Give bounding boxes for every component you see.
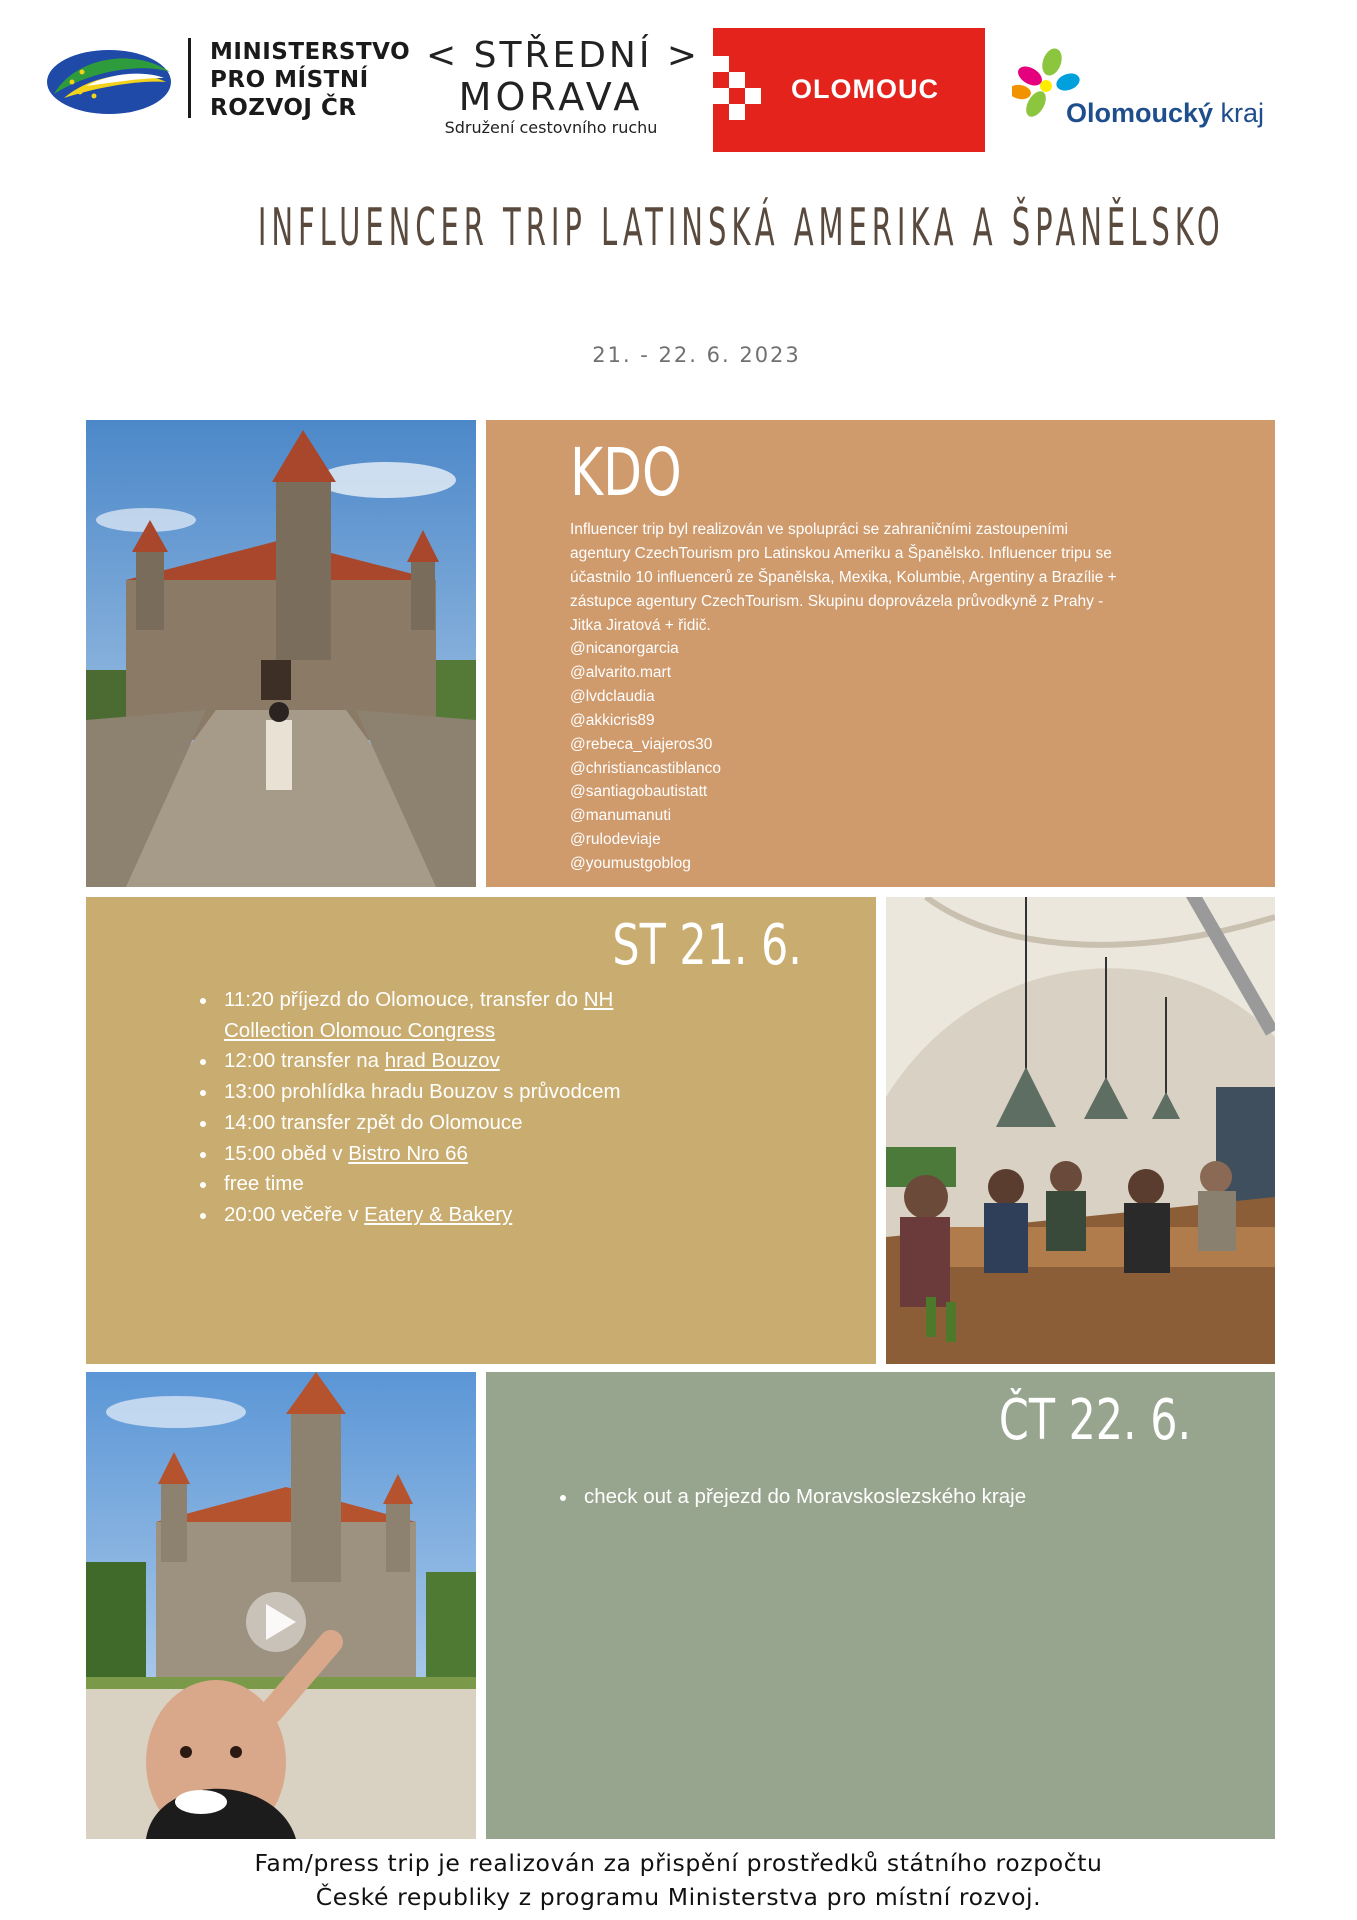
influencer-handle: @rebeca_viajeros30 — [570, 735, 713, 753]
mmr-line-2: PRO MÍSTNÍ — [210, 67, 369, 93]
mmr-logo — [46, 38, 411, 121]
day2-panel — [486, 1372, 1275, 1839]
checkerboard-icon — [713, 56, 765, 120]
influencer-handle: @lvdclaudia — [570, 687, 655, 705]
restaurant-photo-image — [886, 897, 1275, 1364]
olomoucky-kraj-text — [1066, 98, 1264, 129]
schedule-text: 14:00 transfer zpět do Olomouce — [224, 1110, 523, 1134]
day2-heading: ČT 22. 6. — [998, 1388, 1191, 1453]
castle-photo-2-image — [86, 1372, 476, 1839]
olomoucky-kraj-logo — [1012, 48, 1272, 138]
influencer-handle: @youmustgoblog — [570, 855, 691, 873]
influencer-handle: @santiagobautistatt — [570, 783, 708, 801]
sm-line-2: MORAVA — [458, 75, 644, 119]
influencer-handle: @nicanorgarcia — [570, 640, 679, 657]
day1-schedule — [224, 985, 694, 1231]
influencer-handle: @akkicris89 — [570, 711, 655, 729]
schedule-item — [224, 1169, 694, 1200]
olomouc-logo — [713, 28, 985, 152]
castle-photo-2 — [86, 1372, 476, 1839]
schedule-text: 15:00 oběd v — [224, 1141, 349, 1165]
schedule-item — [224, 1077, 694, 1108]
schedule-item — [224, 985, 694, 1046]
day1-panel — [86, 897, 876, 1364]
schedule-text: 12:00 transfer na — [224, 1049, 385, 1073]
influencer-handle: @alvarito.mart — [570, 663, 672, 681]
page-title: INFLUENCER TRIP LATINSKÁ AMERIKA A ŠPANĚLSKO — [257, 198, 1225, 258]
nh-collection-link[interactable]: NH Collection Olomouc Congress — [224, 988, 614, 1042]
hrad-bouzov-link[interactable]: hrad Bouzov — [384, 1049, 500, 1073]
mmr-text — [210, 38, 410, 122]
influencer-handle: @christiancastiblanco — [570, 759, 721, 777]
mmr-emblem-icon — [46, 42, 172, 116]
footer-line-1: Fam/press trip je realizován za přispění prostředků státního rozpočtu — [254, 1849, 1103, 1877]
day1-heading: ST 21. 6. — [612, 913, 802, 978]
eatery-bakery-link[interactable]: Eatery & Bakery — [364, 1202, 513, 1226]
schedule-text: 13:00 prohlídka hradu Bouzov s průvodcem — [224, 1080, 621, 1104]
logo-row — [0, 0, 1357, 160]
schedule-item — [584, 1482, 1026, 1513]
mmr-line-3: ROZVOJ ČR — [210, 95, 357, 121]
logo-divider — [188, 38, 191, 118]
trip-date: 21. - 22. 6. 2023 — [592, 343, 801, 367]
schedule-item — [224, 1200, 694, 1231]
schedule-item — [224, 1108, 694, 1139]
schedule-text: 11:20 příjezd do Olomouce, transfer do — [224, 988, 584, 1011]
castle-photo-1 — [86, 420, 476, 887]
schedule-item — [224, 1046, 694, 1077]
olomouc-text: OLOMOUC — [791, 74, 939, 104]
influencer-handle: @rulodeviaje — [570, 831, 661, 849]
influencer-handle: @manumanuti — [570, 807, 672, 825]
castle-photo-1-image — [86, 420, 476, 887]
schedule-text: 20:00 večeře v — [224, 1202, 365, 1226]
schedule-item — [224, 1139, 694, 1170]
day2-schedule — [584, 1482, 1026, 1513]
schedule-text: free time — [224, 1172, 304, 1196]
bistro-nro-66-link[interactable]: Bistro Nro 66 — [348, 1141, 468, 1165]
influencer-list — [570, 637, 721, 876]
kdo-panel — [486, 420, 1275, 887]
sm-subtitle: Sdružení cestovního ruchu — [444, 118, 658, 137]
kdo-description: Influencer trip byl realizován ve spolupráci se zahraničními zastoupeními agentury CzechTourism pro Latinskou Ameriku a Španělsko. Influencer tripu se účastnilo 10 influencerů ze Španělska, Mexika, Kolumbie, Argentiny a Brazílie + zástupce agentury CzechTourism. Skupinu doprovázela průvodkyně z Prahy - Jitka Jiratová + řidič. — [570, 521, 1117, 634]
footer-line-2: České republiky z programu Ministerstva pro místní rozvoj. — [315, 1883, 1042, 1911]
mmr-line-1: MINISTERSTVO — [210, 39, 411, 65]
kdo-heading: KDO — [570, 434, 682, 511]
schedule-text: check out a přejezd do Moravskoslezského kraje — [584, 1485, 1027, 1508]
kraj-bold: Olomoucký — [1066, 98, 1214, 128]
sm-line-1: < STŘEDNÍ > — [426, 35, 701, 76]
kraj-normal: kraj — [1213, 98, 1265, 128]
restaurant-photo — [886, 897, 1275, 1364]
funding-footer — [0, 1846, 1357, 1914]
stredni-morava-logo — [426, 35, 701, 146]
